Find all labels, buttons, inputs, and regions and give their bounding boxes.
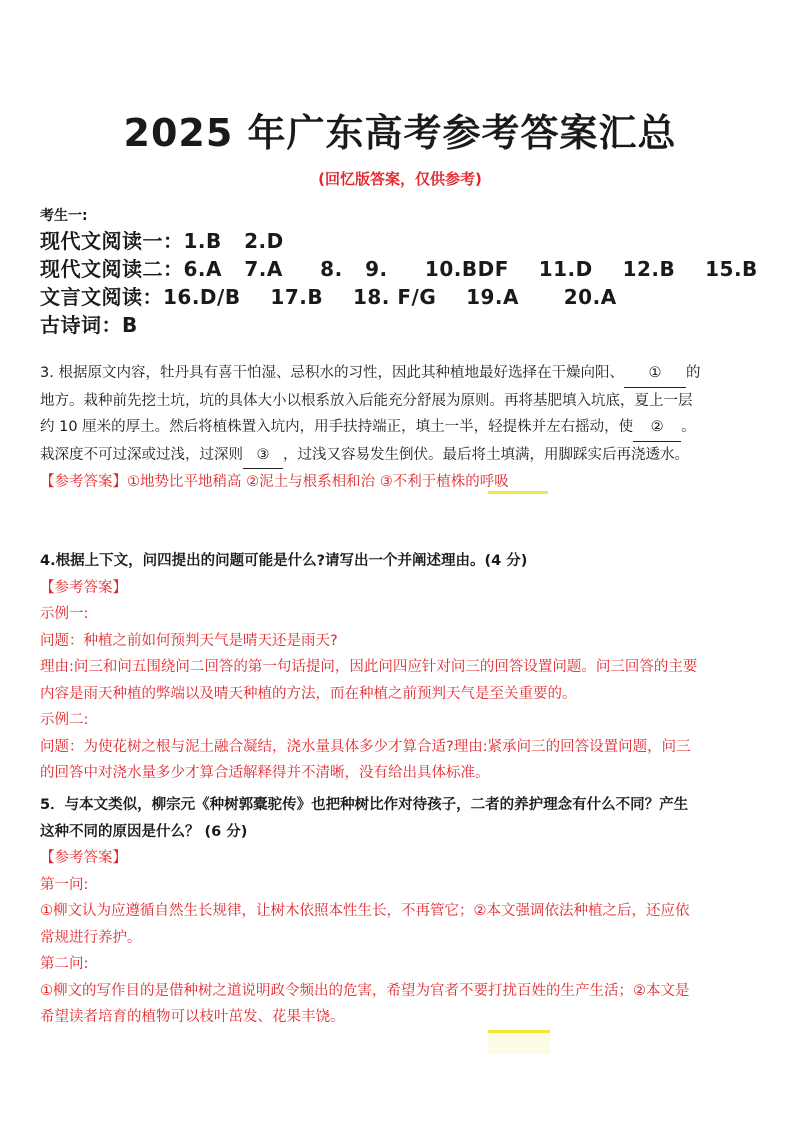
q4-example-2-line-1: 问题：为使花树之根与泥土融合凝结，浇水量具体多少才算合适?理由:紧承问三的回答设置问题，问三 bbox=[40, 738, 691, 755]
q5-part-2-line-2: 希望读者培育的植物可以枝叶茁发、花果丰饶。 bbox=[40, 1009, 345, 1025]
q3-line-1: 3. 根据原文内容，牡丹具有喜干怕湿、忌积水的习性，因此其种植地最好选择在干燥向阳、 ① 的 bbox=[40, 360, 765, 388]
q3-answer: 【参考答案】①地势比平地稍高 ②泥土与根系相和治 ③不利于植株的呼吸 bbox=[40, 474, 509, 490]
q4-ref-label: 【参考答案】 bbox=[40, 579, 127, 596]
page-subtitle: (回忆版答案，仅供参考) bbox=[318, 170, 482, 188]
q5-question-line-2: 这种不同的原因是什么？ (6 分) bbox=[40, 823, 248, 840]
blank-1: ① bbox=[624, 360, 686, 388]
q5-part-2-line-1: ①柳文的写作目的是借种树之道说明政令频出的危害，希望为官者不要打扰百姓的生产生活；②本文是 bbox=[40, 982, 690, 999]
q5-question-line-1: 5．与本文类似，柳宗元《种树郭橐驼传》也把种树比作对待孩子，二者的养护理念有什么不同？产生 bbox=[40, 797, 689, 813]
q4-example-1-reason-1: 理由:问三和问五围绕问二回答的第一句话提问，因此问四应针对问三的回答设置问题。问三回答的主要 bbox=[40, 659, 698, 675]
answer-line-modern-2: 现代文阅读二：6.A 7.A 8. 9. 10.BDF 11.D 12.B 15.B bbox=[40, 257, 758, 281]
q4-example-2-label: 示例二: bbox=[40, 712, 89, 728]
q3-line-4: 栽深度不可过深或过浅，过深则 ③ ，过浅又容易发生倒伏。最后将土填满，用脚踩实后再浇透水。 bbox=[40, 442, 765, 470]
q4-example-1-question: 问题：种植之前如何预判天气是晴天还是雨天? bbox=[40, 632, 338, 649]
q5-ref-label: 【参考答案】 bbox=[40, 850, 127, 866]
q5-part-2-label: 第二问: bbox=[40, 956, 89, 972]
q3-line-2: 地方。栽种前先挖土坑，坑的具体大小以根系放入后能充分舒展为原则。再将基肥填入坑底，夏上一层 bbox=[40, 392, 693, 409]
q4-example-2-line-2: 的回答中对浇水量多少才算合适解释得并不清晰，没有给出具体标准。 bbox=[40, 765, 490, 781]
q4-question: 4.根据上下文，问四提出的问题可能是什么?请写出一个并阐述理由。(4 分) bbox=[40, 553, 528, 569]
q4-example-1-label: 示例一: bbox=[40, 606, 89, 622]
answer-line-classical: 文言文阅读：16.D/B 17.B 18. F/G 19.A 20.A bbox=[40, 285, 617, 309]
highlight-mark-bottom bbox=[488, 1030, 550, 1054]
candidate-label: 考生一: bbox=[40, 208, 88, 224]
q5-part-1-line-2: 常规进行养护。 bbox=[40, 929, 142, 946]
highlight-mark bbox=[488, 491, 548, 494]
answer-line-poetry: 古诗词：B bbox=[40, 313, 138, 337]
question-4 bbox=[40, 548, 765, 787]
q5-part-1-line-1: ①柳文认为应遵循自然生长规律，让树木依照本性生长，不再管它；②本文强调依法种植之后，还应依 bbox=[40, 903, 690, 919]
question-3 bbox=[40, 360, 765, 496]
q4-example-1-reason-2: 内容是雨天种植的弊端以及晴天种植的方法，而在种植之前预判天气是至关重要的。 bbox=[40, 685, 577, 702]
answer-line-modern-1: 现代文阅读一：1.B 2.D bbox=[40, 229, 284, 253]
q5-part-1-label: 第一问: bbox=[40, 876, 89, 893]
blank-2: ② bbox=[633, 414, 681, 442]
page-title: 2025 年广东高考参考答案汇总 bbox=[123, 111, 677, 155]
q3-line-3: 约 10 厘米的厚土。然后将植株置入坑内，用手扶持端正，填土一半，轻提株并左右摇动，使 ② 。 bbox=[40, 414, 765, 442]
blank-3: ③ bbox=[243, 442, 283, 470]
question-5 bbox=[40, 792, 765, 1031]
